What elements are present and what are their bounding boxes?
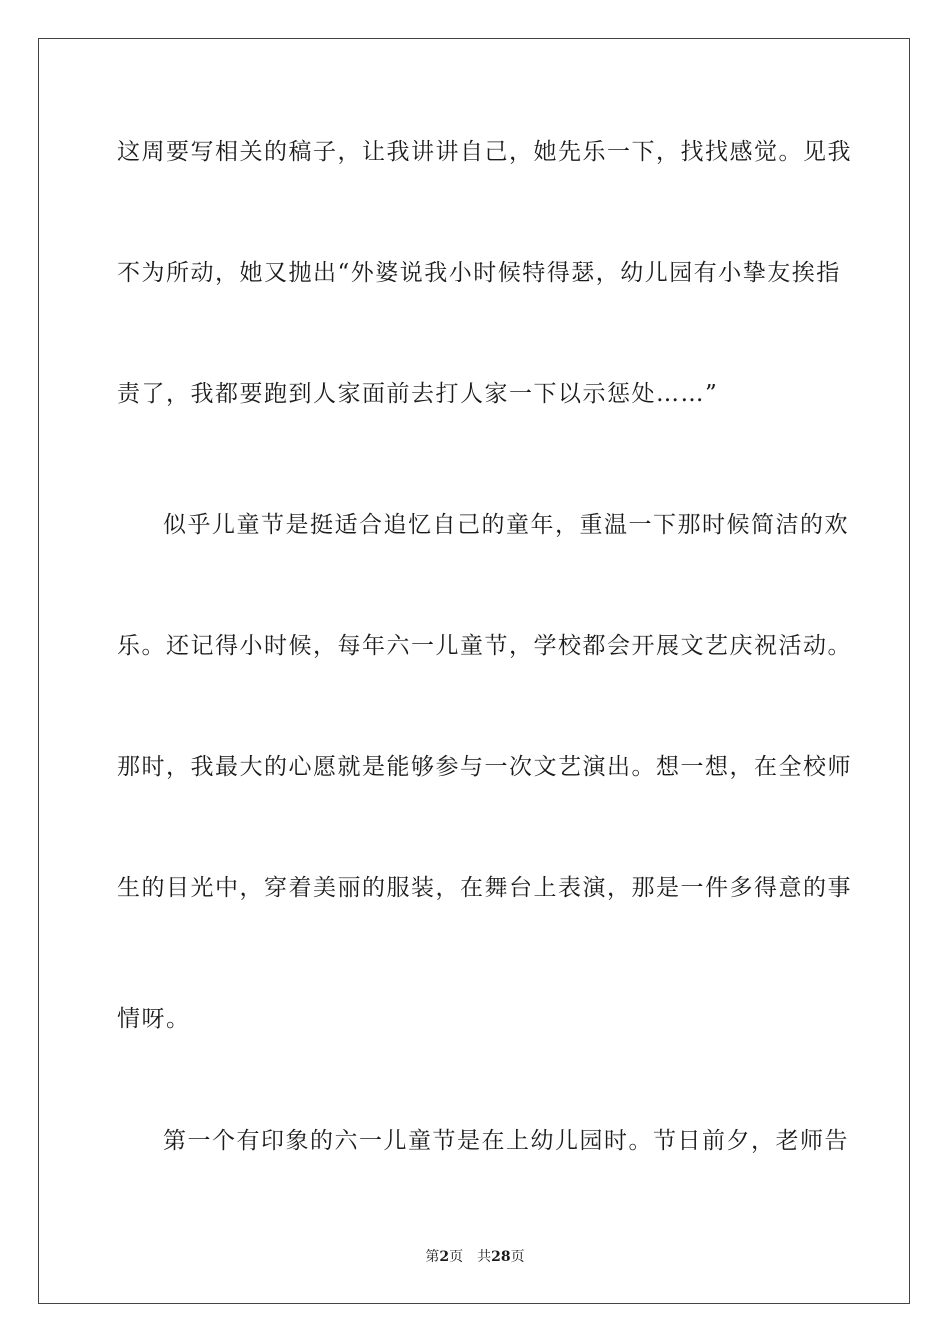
page-number: 2 <box>439 1249 450 1265</box>
total-suffix: 页 <box>510 1249 525 1265</box>
total-prefix: 共 <box>477 1249 492 1265</box>
text-line: 乐。还记得小时候，每年六一儿童节，学校都会开展文艺庆祝活动。 <box>117 633 852 659</box>
text-line: 这周要写相关的稿子，让我讲讲自己，她先乐一下，找找感觉。见我 <box>117 139 852 165</box>
page-suffix: 页 <box>449 1249 464 1265</box>
text-line: 责了，我都要跑到人家面前去打人家一下以示惩处……” <box>117 381 719 407</box>
page-border <box>38 38 910 1304</box>
total-pages: 28 <box>491 1249 511 1265</box>
text-line: 似乎儿童节是挺适合追忆自己的童年，重温一下那时候简洁的欢 <box>163 512 849 538</box>
text-line: 第一个有印象的六一儿童节是在上幼儿园时。节日前夕，老师告 <box>163 1128 849 1154</box>
text-line: 情呀。 <box>117 1006 191 1032</box>
text-line: 不为所动，她又抛出“外婆说我小时候特得瑟，幼儿园有小挚友挨指 <box>117 260 841 286</box>
page-footer <box>0 1248 950 1266</box>
text-line: 生的目光中，穿着美丽的服装，在舞台上表演，那是一件多得意的事 <box>117 875 852 901</box>
page-prefix: 第 <box>425 1249 440 1265</box>
text-line: 那时，我最大的心愿就是能够参与一次文艺演出。想一想，在全校师 <box>117 754 852 780</box>
